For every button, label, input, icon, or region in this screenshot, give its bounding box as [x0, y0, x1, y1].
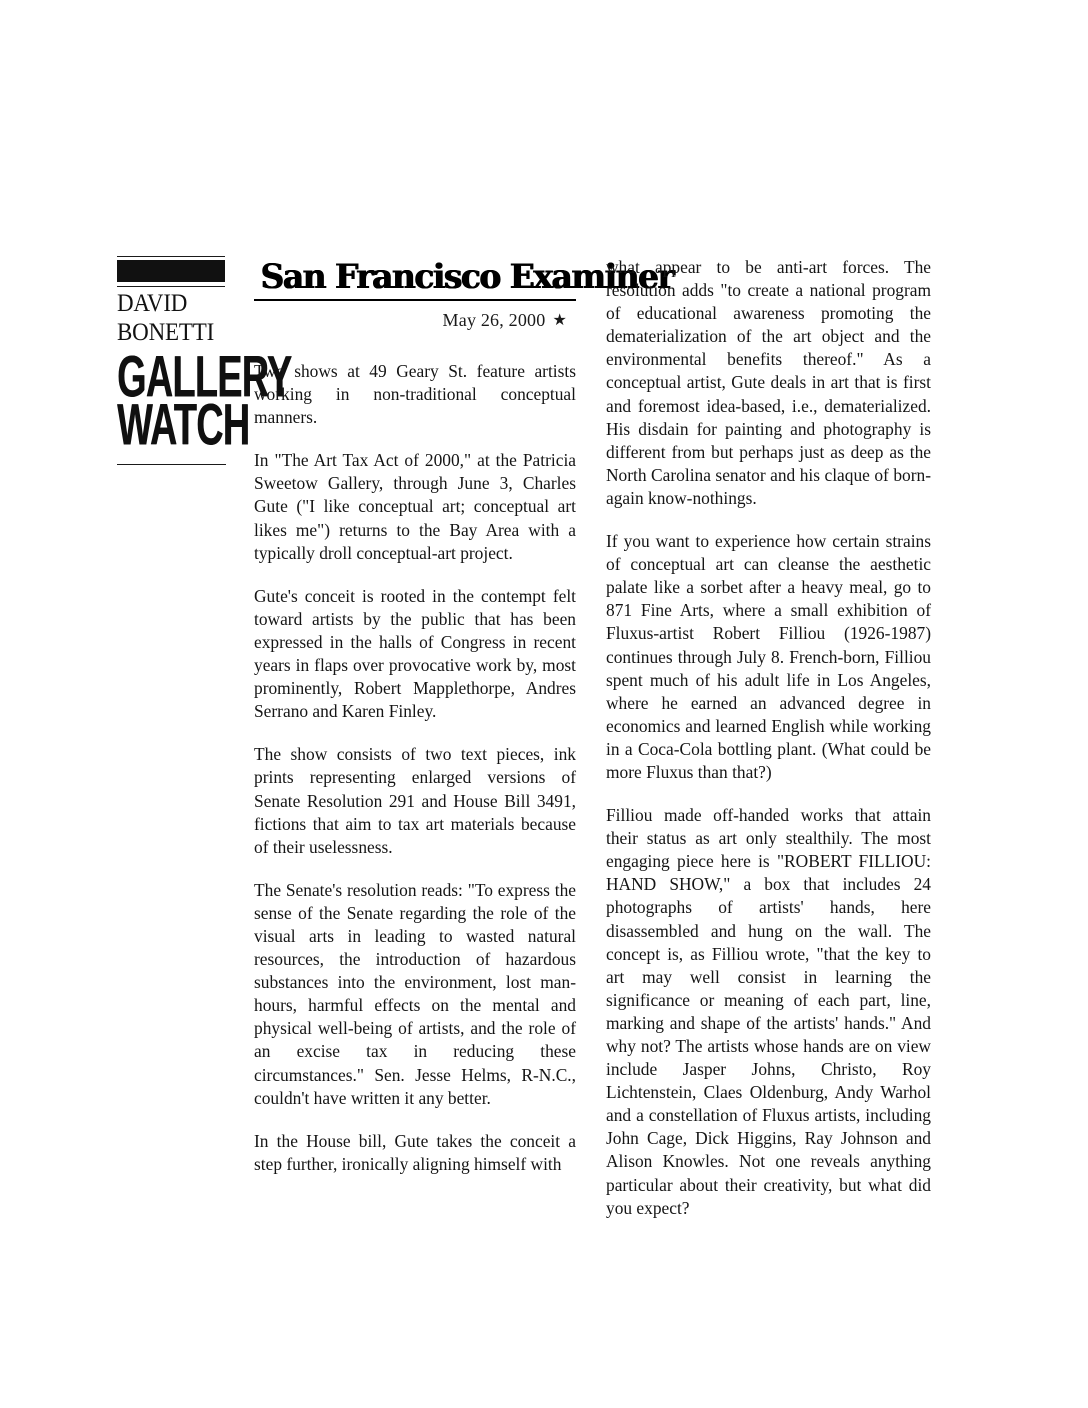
- paragraph: Gute's conceit is rooted in the contempt felt toward artists by the public that has been expressed in the halls of Congress in recent years in flaps over provocative work by, most prominently, Robert Mapplethorpe, Andres Serrano and Karen Finley.: [254, 585, 576, 722]
- byline-author-first-name: DAVID: [117, 290, 188, 317]
- paragraph: The show consists of two text pieces, ink prints representing enlarged versions of Senate Resolution 291 and House Bill 3491, fictions that aim to tax art materials because of their uselessness.: [254, 744, 576, 857]
- rail-top-rule: [117, 256, 225, 257]
- paragraph: Filliou made off-handed works that attain their status as art only stealthily. The most engaging piece here is "ROBERT FILLIOU: HAND SHOW," a box that includes 24 photographs of artists' hands, here disassembled and hung on the wall. The concept is, as Filliou wrote, "that the key to art may well consist in learning the significance or meaning of each part, line, marking and shape of the artists' hands." And why not? The artists whose hands are on view include Jasper Johns, Christo, Roy Lichtenstein, Claes Oldenburg, Andy Warhol and a constellation of Fluxus artists, including John Cage, Dick Higgins, Ray Johnson and Alison Knowles. Not one reveals anything particular about their creativity, but what did you expect?: [606, 805, 931, 1218]
- paper-name: [254, 256, 674, 297]
- masthead-rule: [254, 299, 576, 301]
- rail-under-bar-rule: [117, 286, 225, 287]
- paragraph: Two shows at 49 Geary St. feature artists working in non-traditional conceptual manners.: [254, 361, 576, 428]
- masthead: [254, 256, 674, 331]
- paragraph: The Senate's resolution reads: "To express the sense of the Senate regarding the role of the visual arts in leading to wasted natural resources, the introduction of hazardous substances into the environment, lost man-hours, harmful effects on the mental and physical well-being of artists, and the role of an excise tax in reducing these circumstances." Sen. Jesse Helms, R-N.C., couldn't have written it any better.: [254, 879, 576, 1108]
- paragraph: what appear to be anti-art forces. The resolution adds "to create a national program of educational awareness promoting the dematerialization of the art object and the environmental benefits thereof." As a conceptual artist, Gute deals in art that is first and foremost idea-based, i.e., dematerialized. His disdain for painting and photography is different from but perhaps just as deep as the North Carolina senator and his claque of born-again know-nothings.: [606, 257, 931, 508]
- article-column-1: [254, 360, 576, 1176]
- byline-author-last-name: BONETTI: [117, 319, 215, 346]
- paragraph: If you want to experience how certain strains of conceptual art can cleanse the aesthetic palate like a sorbet after a heavy meal, go to 871 Fine Arts, where a small exhibition of Fluxus-artist Robert Filliou (1926-1987) continues through July 8. French-born, Filliou spent much of his adult life in Los Angeles, where he earned an advanced degree in economics and learned English while working in a Coca-Cola bottling plant. (What could be more Fluxus than that?): [606, 531, 931, 782]
- article-column-2: [606, 256, 931, 1220]
- byline-rail: [117, 256, 292, 458]
- dateline-date: May 26, 2000: [442, 310, 546, 331]
- paragraph: In the House bill, Gute takes the conceit a step further, ironically aligning himself with: [254, 1130, 576, 1174]
- paper-name-text: San Francisco Examiner: [260, 257, 674, 297]
- dateline: [254, 310, 576, 331]
- star-icon: ★: [552, 312, 567, 330]
- paragraph: In "The Art Tax Act of 2000," at the Patricia Sweetow Gallery, through June 3, Charles Gute ("I like conceptual art; conceptual art likes me") returns to the Bay Area with a typically droll conceptual-art project.: [254, 450, 576, 563]
- column-title-gallery: GALLERY: [117, 344, 292, 410]
- column-title-watch: WATCH: [117, 392, 250, 458]
- rail-black-bar: [117, 260, 225, 282]
- rail-bottom-rule: [117, 464, 226, 465]
